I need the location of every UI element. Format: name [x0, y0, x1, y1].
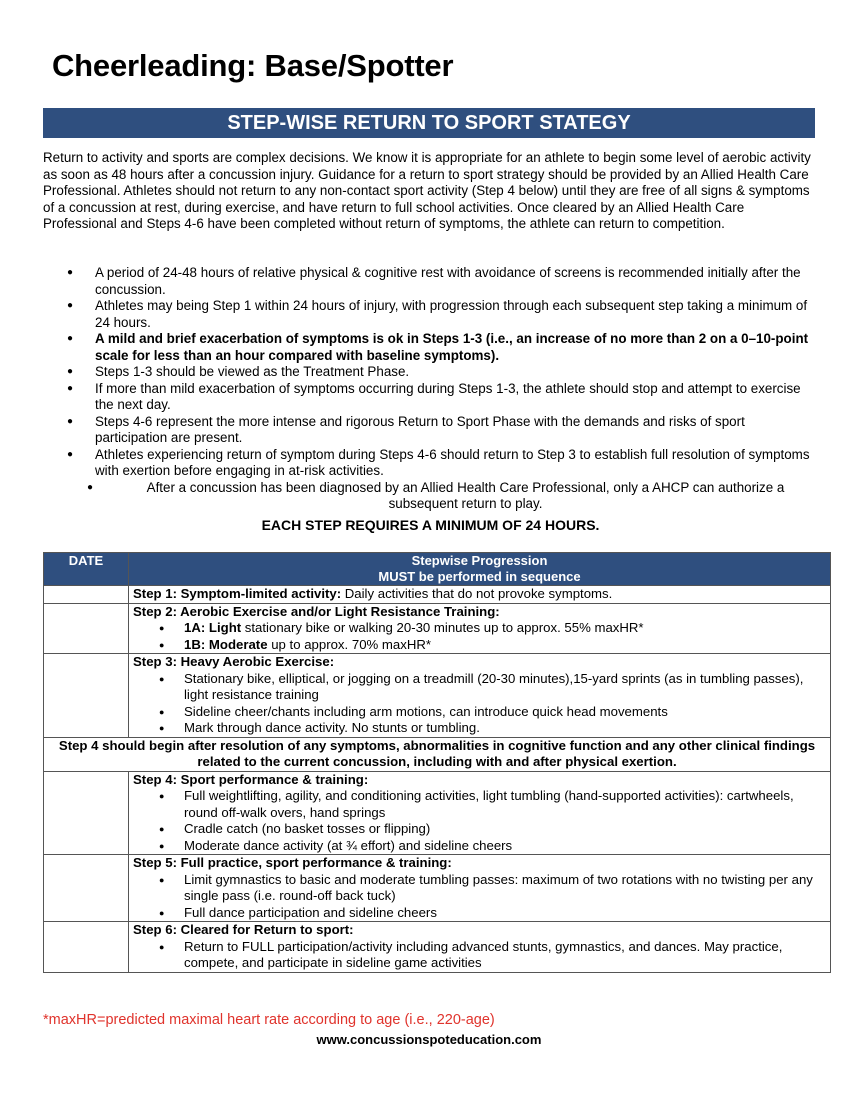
step4-prerequisite-note: Step 4 should begin after resolution of any symptoms, abnormalities in cognitive function and any other clinical findings related to the current concussion, including with and after physical exertion. — [44, 737, 831, 771]
list-item: ● Limit gymnastics to basic and moderate tumbling passes: maximum of two rotations with no twisting per any single pass (i.e. round-off back tuck) — [133, 872, 826, 905]
list-item: ● A mild and brief exacerbation of symptoms is ok in Steps 1-3 (i.e., an increase of no more than 2 on a 0–10-point scale for less than an hour compared with baseline symptoms). — [43, 331, 818, 364]
progression-header-subtitle: MUST be performed in sequence — [378, 569, 581, 584]
date-column-header: DATE — [44, 553, 129, 586]
list-item: ● Steps 1-3 should be viewed as the Treatment Phase. — [43, 364, 818, 381]
guidance-list — [43, 265, 818, 513]
step2-item2-text: up to approx. 70% maxHR* — [267, 636, 432, 652]
date-cell[interactable] — [44, 654, 129, 738]
list-item — [133, 637, 826, 654]
progression-header-title: Stepwise Progression — [411, 553, 548, 568]
table-row-step4-note — [44, 737, 831, 771]
step2-item2-label: 1B: Moderate — [184, 636, 268, 652]
intro-paragraph: Return to activity and sports are complex decisions. We know it is appropriate for an athlete to begin some level of aerobic activity as soon as 48 hours after a concussion injury. Guidance for a return to sport strategy should be provided by an Allied Health Care Professional. Athletes should not return to any non-contact sport activity (Step 4 below) until they are free of all signs & symptoms of a concussion at rest, during exercise, and have return to full school activities. Once cleared by an Allied Health Care Professional and Steps 4-6 have been completed without return of symptoms, the athlete can return to competition. — [43, 150, 811, 231]
step6-cell — [129, 922, 831, 973]
list-item: ● Sideline cheer/chants including arm motions, can introduce quick head movements — [133, 704, 826, 721]
list-item: ● After a concussion has been diagnosed by an Allied Health Care Professional, only a AHCP can authorize a subsequent return to play. — [43, 480, 818, 513]
date-cell[interactable] — [44, 922, 129, 973]
list-item: ● Mark through dance activity. No stunts or tumbling. — [133, 720, 826, 737]
website-link[interactable]: www.concussionspoteducation.com — [316, 1032, 542, 1047]
maxhr-footnote: *maxHR=predicted maximal heart rate according to age (i.e., 220-age) — [43, 1012, 495, 1028]
step1-title: Step 1: Symptom-limited activity: — [133, 586, 342, 601]
table-row-step2 — [44, 603, 831, 654]
step3-cell — [129, 654, 831, 738]
page-title: Cheerleading: Base/Spotter — [52, 48, 454, 83]
date-cell[interactable] — [44, 855, 129, 922]
list-item: ● Athletes experiencing return of symptom during Steps 4-6 should return to Step 3 to establish full resolution of symptoms with exertion before engaging in at-risk activities. — [43, 447, 818, 480]
step6-title: Step 6: Cleared for Return to sport: — [133, 922, 354, 937]
step2-list — [133, 620, 826, 653]
date-cell[interactable] — [44, 603, 129, 654]
step2-title: Step 2: Aerobic Exercise and/or Light Resistance Training: — [133, 603, 500, 619]
list-item: ● Moderate dance activity (at ¾ effort) and sideline cheers — [133, 838, 826, 855]
step5-title: Step 5: Full practice, sport performance & training: — [133, 855, 452, 870]
table-row-step4 — [44, 771, 831, 855]
list-item: ● A period of 24-48 hours of relative physical & cognitive rest with avoidance of screens is recommended initially after the concussion. — [43, 265, 818, 298]
step1-cell — [129, 586, 831, 604]
list-item: ● Steps 4-6 represent the more intense and rigorous Return to Sport Phase with the demands and risks of sport participation are present. — [43, 414, 818, 447]
list-item: ● Full weightlifting, agility, and conditioning activities, light tumbling (hand-supported activities): cartwheels, round off-walk overs, hand springs — [133, 788, 826, 821]
step4-title: Step 4: Sport performance & training: — [133, 771, 369, 787]
table-row-step3 — [44, 654, 831, 738]
list-item: ● Cradle catch (no basket tosses or flipping) — [133, 821, 826, 838]
progression-column-header — [129, 553, 831, 586]
list-item: ● Athletes may being Step 1 within 24 hours of injury, with progression through each subsequent step taking a minimum of 24 hours. — [43, 298, 818, 331]
list-item: ● Full dance participation and sideline cheers — [133, 905, 826, 922]
table-row-step6 — [44, 922, 831, 973]
step2-cell — [129, 603, 831, 654]
list-item — [133, 620, 826, 637]
table-header-row — [44, 553, 831, 586]
step2-item1-text: stationary bike or walking 20-30 minutes up to approx. 55% maxHR* — [241, 620, 644, 635]
list-item: ● Stationary bike, elliptical, or jogging on a treadmill (20-30 minutes),15-yard sprints (as in tumbling passes), light resistance training — [133, 671, 826, 704]
step3-title: Step 3: Heavy Aerobic Exercise: — [133, 654, 335, 669]
minimum-hours-note: EACH STEP REQUIRES A MINIMUM OF 24 HOURS. — [261, 517, 600, 533]
table-row-step1 — [44, 586, 831, 604]
table-row-step5 — [44, 855, 831, 922]
section-banner: STEP-WISE RETURN TO SPORT STATEGY — [43, 108, 815, 138]
date-cell[interactable] — [44, 771, 129, 855]
step5-cell — [129, 855, 831, 922]
step2-item1-label: 1A: Light — [184, 620, 242, 635]
step4-cell — [129, 771, 831, 855]
step4-list — [133, 788, 826, 854]
step3-list — [133, 671, 826, 737]
step6-list — [133, 939, 826, 972]
step1-text: Daily activities that do not provoke symptoms. — [341, 586, 613, 601]
list-item: ● Return to FULL participation/activity including advanced stunts, gymnastics, and dances. May practice, compete, and participate in sideline game activities — [133, 939, 826, 972]
date-cell[interactable] — [44, 586, 129, 604]
step5-list — [133, 872, 826, 922]
list-item: ● If more than mild exacerbation of symptoms occurring during Steps 1-3, the athlete should stop and attempt to exercise the next day. — [43, 381, 818, 414]
progression-table — [43, 552, 831, 973]
